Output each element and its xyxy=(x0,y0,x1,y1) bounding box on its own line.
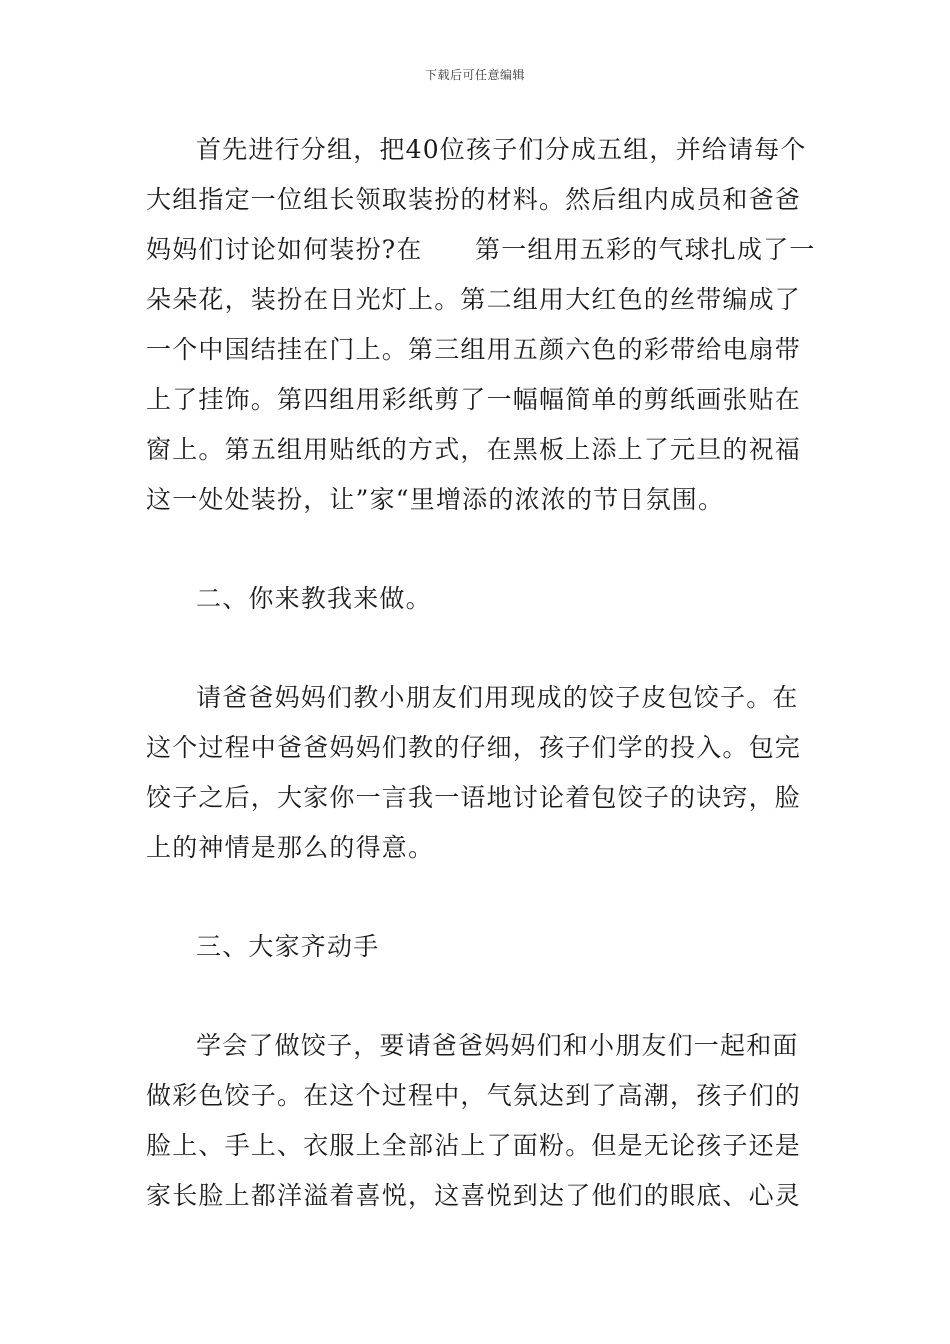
paragraph-2-line-3: 饺子之后，大家你一言我一语地讨论着包饺子的诀窍，脸 xyxy=(146,783,802,812)
paragraph-1-line-6: 上了挂饰。第四组用彩纸剪了一幅幅简单的剪纸画张贴在 xyxy=(146,385,802,414)
paragraph-1-line-5: 一个中国结挂在门上。第三组用五颜六色的彩带给电扇带 xyxy=(146,335,802,364)
paragraph-3-line-1: 学会了做饺子，要请爸爸妈妈们和小朋友们一起和面 xyxy=(196,1031,799,1060)
section-heading-2: 二、你来教我来做。 xyxy=(196,584,432,613)
paragraph-1-line-1: 首先进行分组，把40位孩子们分成五组，并给请每个 xyxy=(196,135,807,164)
paragraph-1-line-2: 大组指定一位组长领取装扮的材料。然后组内成员和爸爸 xyxy=(146,185,802,214)
paragraph-1-line-7: 窗上。第五组用贴纸的方式，在黑板上添上了元旦的祝福 xyxy=(146,435,802,464)
paragraph-3-line-3: 脸上、手上、衣服上全部沾上了面粉。但是无论孩子还是 xyxy=(146,1131,802,1160)
paragraph-3-line-4: 家长脸上都洋溢着喜悦，这喜悦到达了他们的眼底、心灵 xyxy=(146,1181,802,1210)
paragraph-2-line-4: 上的神情是那么的得意。 xyxy=(146,833,435,862)
paragraph-2-line-2: 这个过程中爸爸妈妈们教的仔细，孩子们学的投入。包完 xyxy=(146,733,802,762)
section-heading-3: 三、大家齐动手 xyxy=(196,932,380,961)
page-header-note: 下载后可任意编辑 xyxy=(424,68,525,82)
paragraph-1-line-3: 妈妈们讨论如何装扮?在 第一组用五彩的气球扎成了一 xyxy=(146,235,816,264)
paragraph-1-line-8: 这一处处装扮，让”家“里增添的浓浓的节日氛围。 xyxy=(146,485,725,514)
paragraph-2-line-1: 请爸爸妈妈们教小朋友们用现成的饺子皮包饺子。在 xyxy=(196,683,799,712)
paragraph-1-line-4: 朵朵花，装扮在日光灯上。第二组用大红色的丝带编成了 xyxy=(146,285,802,314)
paragraph-3-line-2: 做彩色饺子。在这个过程中，气氛达到了高潮，孩子们的 xyxy=(146,1081,802,1110)
